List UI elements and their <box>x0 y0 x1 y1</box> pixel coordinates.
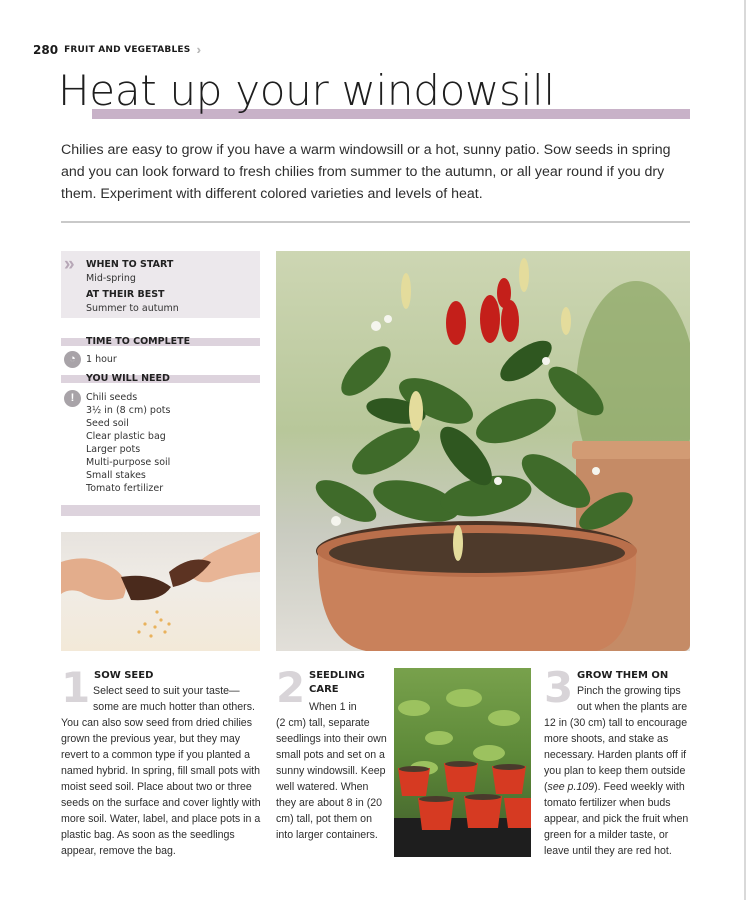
step-3-text-line2: out when the plants are <box>577 701 688 713</box>
step-1-title: SOW SEED <box>94 670 154 681</box>
step-2-text-body: (2 cm) tall, separate seedlings into their own small pots and set on a sunny windowsill. Keep well watered. When they are about 8 in (20 cm) tall, pot them on into larger containers. <box>276 717 387 841</box>
step-2-title-line1: SEEDLING <box>309 670 365 681</box>
at-their-best-value: Summer to autumn <box>86 303 179 314</box>
at-their-best-label: AT THEIR BEST <box>86 289 165 300</box>
running-head <box>33 43 197 57</box>
cross-reference-link[interactable]: see p.109 <box>547 781 595 793</box>
intro-paragraph: Chilies are easy to grow if you have a warm windowsill or a hot, sunny patio. Sow seeds in spring and you can look forward to fresh chilies from summer to the autumn, or all year round if you dry them. Experiment with different colored varieties and levels of heat. <box>61 142 671 202</box>
seedlings-illustration <box>394 668 531 857</box>
list-item: Tomato fertilizer <box>86 483 164 494</box>
step-3-text-body <box>544 715 692 859</box>
when-to-start-value: Mid-spring <box>86 273 136 284</box>
list-item: Small stakes <box>86 470 146 481</box>
list-item: Clear plastic bag <box>86 431 166 442</box>
step-1-text-body: You can also sow seed from dried chilies grown the previous year, but they may revert to a common type if you planted a named hybrid. In spring, fill small pots with moist seed soil. Place about two or three seeds on the surface and cover lightly with more soil. Water, label, and place pots in a plastic bag. As soon as the seedlings appear, remove the bag. <box>61 717 261 857</box>
step-3-text-line1: Pinch the growing tips <box>577 685 681 697</box>
you-will-need-label: YOU WILL NEED <box>86 373 170 384</box>
step-2-number: 2 <box>276 663 306 712</box>
page-number: 280 <box>33 43 59 57</box>
double-chevron-icon: » <box>64 254 68 275</box>
hands-illustration <box>61 532 260 651</box>
step-3-text-part1: 12 in (30 cm) tall to encourage more shoots, and stake as necessary. Harden plants off if you plan to keep them outside ( <box>544 717 688 793</box>
list-item: Seed soil <box>86 418 129 429</box>
list-item: Chili seeds <box>86 392 138 403</box>
double-chevron-icon: ›› <box>196 42 198 57</box>
clock-icon: ◔ <box>64 351 81 368</box>
step-3-number: 3 <box>544 663 574 712</box>
time-to-complete-label: TIME TO COMPLETE <box>86 336 191 347</box>
step-3-text-part2: ). Feed weekly with tomato fertilizer when buds appear, and pick the fruit when green for a milder taste, or leave until they are red hot. <box>544 781 689 857</box>
page-title: Heat up your windowsill <box>58 66 555 115</box>
list-item: 3½ in (8 cm) pots <box>86 405 171 416</box>
need-box-end <box>61 505 260 516</box>
time-to-complete-value: 1 hour <box>86 354 117 365</box>
step-1-text-line2: some are much hotter than others. <box>93 701 255 713</box>
step-2-text-line1: When 1 in <box>309 701 357 713</box>
list-item: Multi-purpose soil <box>86 457 171 468</box>
alert-icon: ! <box>64 390 81 407</box>
divider-rule <box>61 221 690 223</box>
section-name: FRUIT AND VEGETABLES <box>64 45 191 55</box>
chili-plant-photo <box>276 251 690 651</box>
list-item: Larger pots <box>86 444 141 455</box>
step-2-title-line2: CARE <box>309 684 339 695</box>
hands-sowing-seed-photo <box>61 532 260 651</box>
step-1-number: 1 <box>61 663 91 712</box>
seedlings-in-pots-photo <box>394 668 531 857</box>
step-1-text-line1: Select seed to suit your taste— <box>93 685 240 697</box>
materials-list <box>86 391 170 495</box>
when-to-start-label: WHEN TO START <box>86 259 174 270</box>
chili-plant-illustration <box>276 251 690 651</box>
step-3-title: GROW THEM ON <box>577 670 669 681</box>
